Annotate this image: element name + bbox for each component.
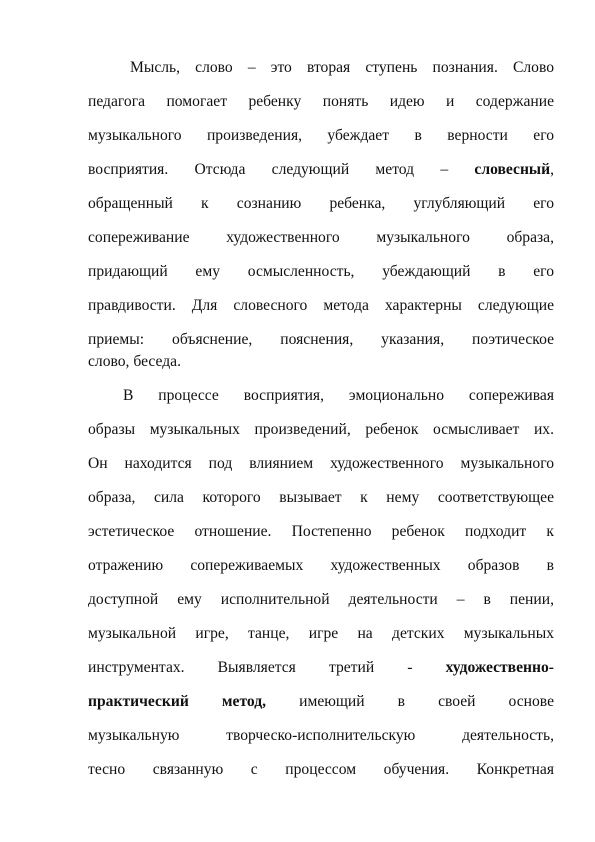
text-run: восприятия. Отсюда следующий метод – (88, 161, 475, 178)
text-line: эстетическое отношение. Постепенно ребенок подходит к (88, 523, 554, 540)
text-line: педагога помогает ребенку понять идею и содержание (88, 93, 554, 110)
text-line: приемы: объяснение, пояснения, указания, поэтическое (88, 331, 554, 348)
text-run: , (550, 161, 554, 178)
text-line: образа, сила которого вызывает к нему соответствующее (88, 489, 554, 506)
text-line: музыкальную творческо-исполнительскую деятельность, (88, 727, 554, 744)
text-line: обращенный к сознанию ребенка, углубляющий его (88, 195, 554, 212)
text-line: придающий ему осмысленность, убеждающий в его (88, 263, 554, 280)
text-run: имеющий в своей основе (266, 693, 554, 710)
text-line (88, 692, 554, 712)
text-line: музыкальной игре, танце, игре на детских музыкальных (88, 625, 554, 642)
text-line: музыкального произведения, убеждает в верности его (88, 127, 554, 144)
text-line (88, 160, 554, 180)
text-line (88, 658, 554, 678)
text-line: В процессе восприятия, эмоционально сопереживая (123, 387, 554, 404)
text-line: слово, беседа. (88, 353, 181, 370)
bold-term: практический метод, (88, 693, 267, 710)
text-line: правдивости. Для словесного метода характерны следующие (88, 297, 554, 314)
text-line: доступной ему исполнительной деятельности – в пении, (88, 591, 554, 608)
text-line: Он находится под влиянием художественного музыкального (88, 455, 554, 472)
text-line: отражению сопереживаемых художественных образов в (88, 557, 554, 574)
text-line: Мысль, слово – это вторая ступень познания. Слово (130, 59, 554, 76)
bold-term: словесный (474, 161, 551, 178)
text-line: сопереживание художественного музыкального образа, (88, 229, 554, 246)
text-line: образы музыкальных произведений, ребенок осмысливает их. (88, 421, 554, 438)
text-run: инструментах. Выявляется третий - (88, 659, 446, 676)
bold-term: художественно- (445, 659, 554, 676)
text-line: тесно связанную с процессом обучения. Конкретная (88, 761, 554, 778)
